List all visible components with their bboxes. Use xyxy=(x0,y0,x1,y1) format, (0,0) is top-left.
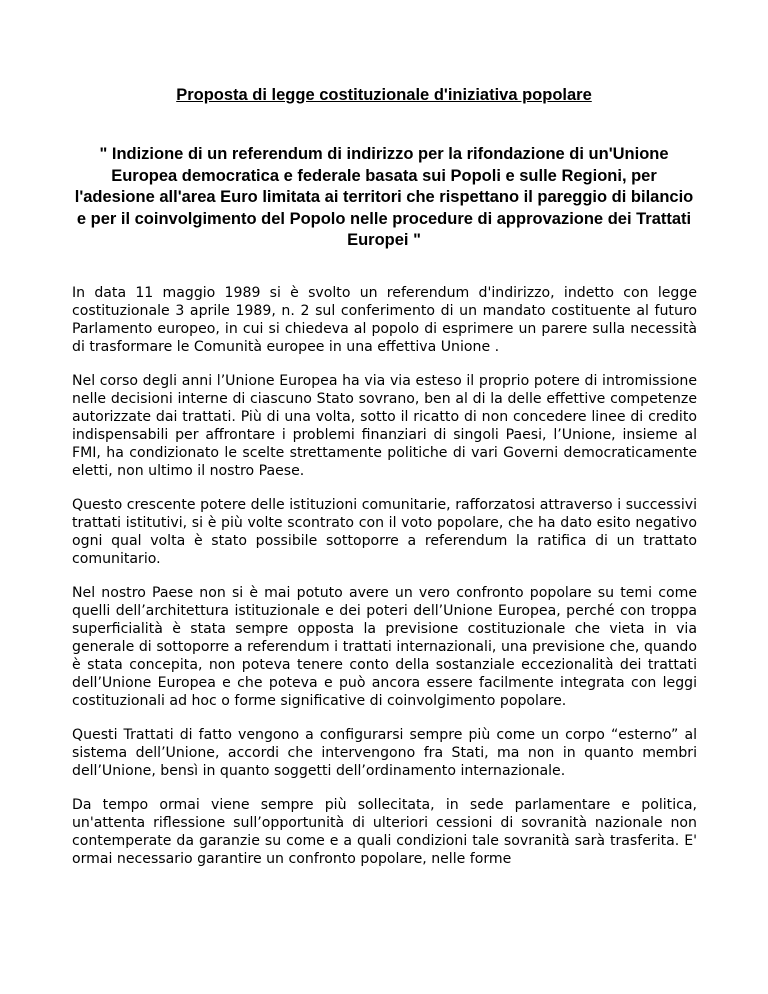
body-paragraph: Questi Trattati di fatto vengono a configurarsi sempre più come un corpo “esterno” al sistema dell’Unione, accordi che intervengono fra Stati, ma non in quanto membri dell’Unione, bensì in quanto soggetti dell’ordinamento internazionale. xyxy=(72,727,697,779)
body-paragraph: Nel corso degli anni l’Unione Europea ha via via esteso il proprio potere di intromissione nelle decisioni interne di ciascuno Stato sovrano, ben al di la delle effettive competenze autorizzate dai trattati. Più di una volta, sotto il ricatto di non concedere linee di credito indispensabili per affrontare i problemi finanziari di singoli Paesi, l’Unione, insieme al FMI, ha condizionato le scelte strettamente politiche di vari Governi democraticamente eletti, non ultimo il nostro Paese. xyxy=(72,373,697,479)
document-title: Proposta di legge costituzionale d'iniziativa popolare xyxy=(176,86,592,104)
document-subtitle: " Indizione di un referendum di indirizzo per la rifondazione di un'Unione Europea democratica e federale basata sui Popoli e sulle Regioni, per l'adesione all'area Euro limitata ai territori che rispettano il pareggio di bilancio e per il coinvolgimento del Popolo nelle procedure di approvazione dei Trattati Europei " xyxy=(74,145,694,249)
body-paragraph: Questo crescente potere delle istituzioni comunitarie, rafforzatosi attraverso i successivi trattati istitutivi, si è più volte scontrato con il voto popolare, che ha dato esito negativo ogni qual volta è stato possibile sottoporre a referendum la ratifica di un trattato comunitario. xyxy=(72,497,697,567)
body-paragraph: In data 11 maggio 1989 si è svolto un referendum d'indirizzo, indetto con legge costituzionale 3 aprile 1989, n. 2 sul conferimento di un mandato costituente al futuro Parlamento europeo, in cui si chiedeva al popolo di esprimere un parere sulla necessità di trasformare le Comunità europee in una effettiva Unione . xyxy=(72,285,697,355)
body-paragraph: Da tempo ormai viene sempre più sollecitata, in sede parlamentare e politica, un'attenta riflessione sull’opportunità di ulteriori cessioni di sovranità nazionale non contemperate da garanzie su come e a quali condizioni tale sovranità sarà trasferita. E' ormai necessario garantire un confronto popolare, nelle forme xyxy=(72,797,697,867)
document-body xyxy=(72,284,697,884)
body-paragraph: Nel nostro Paese non si è mai potuto avere un vero confronto popolare su temi come quelli dell’architettura istituzionale e dei poteri dell’Unione Europea, perché con troppa superficialità è stata sempre opposta la previsione costituzionale che vieta in via generale di sottoporre a referendum i trattati internazionali, una previsione che, quando è stata concepita, non poteva tenere conto della sostanziale eccezionalità dei trattati dell’Unione Europea e che poteva e può ancora essere facilmente integrata con leggi costituzionali ad hoc o forme significative di coinvolgimento popolare. xyxy=(72,585,697,709)
